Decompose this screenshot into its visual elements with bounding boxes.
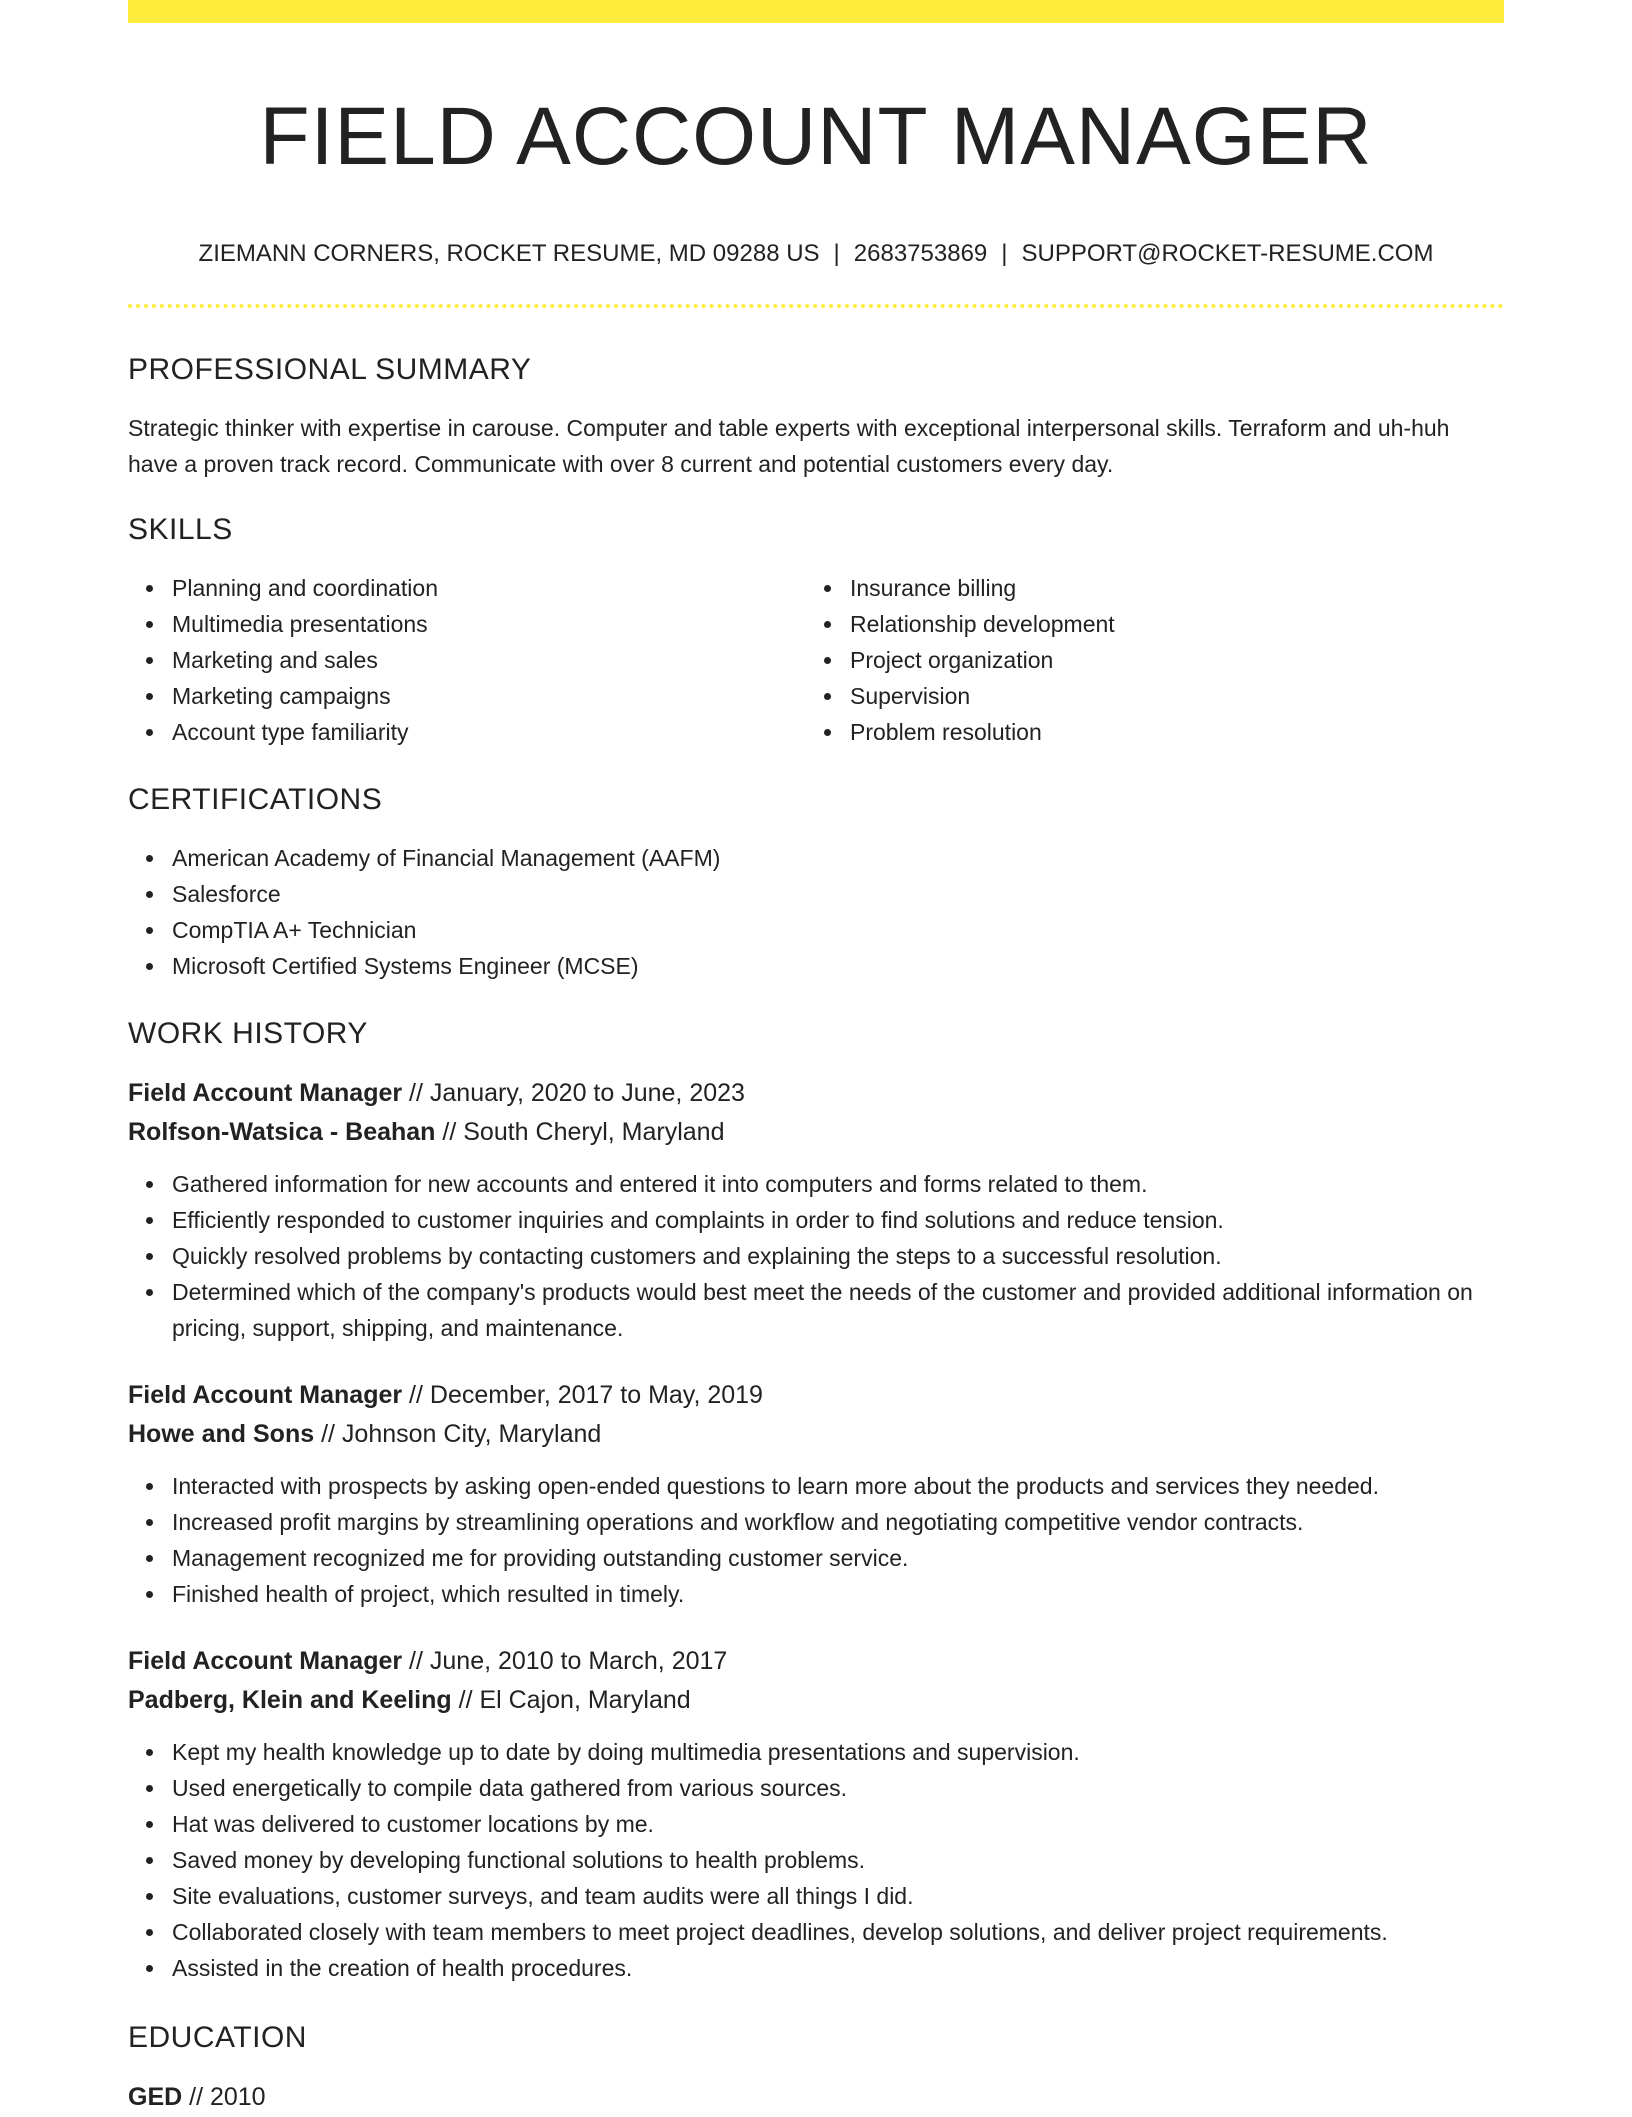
- contact-line: [128, 239, 1504, 269]
- job-bullet: Interacted with prospects by asking open-ended questions to learn more about the products and services they needed.: [172, 1468, 1504, 1504]
- job-company-line: [128, 1113, 1504, 1152]
- skills-list-left: [128, 570, 806, 750]
- job-company: Howe and Sons: [128, 1420, 315, 1448]
- job-dates: // December, 2017 to May, 2019: [402, 1381, 763, 1409]
- job-location: // South Cheryl, Maryland: [435, 1118, 725, 1146]
- job-bullet: Quickly resolved problems by contacting customers and explaining the steps to a successful resolution.: [172, 1238, 1504, 1274]
- job-location: // Johnson City, Maryland: [314, 1420, 602, 1448]
- summary-heading: PROFESSIONAL SUMMARY: [128, 353, 532, 386]
- work-history-heading: WORK HISTORY: [128, 1017, 368, 1050]
- skill-item: Marketing and sales: [172, 642, 806, 678]
- skill-item: Multimedia presentations: [172, 606, 806, 642]
- skill-item: Account type familiarity: [172, 714, 806, 750]
- job-bullet: Collaborated closely with team members to meet project deadlines, develop solutions, and deliver project requirements.: [172, 1914, 1504, 1950]
- certifications-heading: CERTIFICATIONS: [128, 783, 383, 816]
- education-year: // 2010: [182, 2083, 266, 2111]
- skill-item: Problem resolution: [850, 714, 1484, 750]
- education-heading: EDUCATION: [128, 2021, 307, 2054]
- skills-column-left: [128, 570, 806, 750]
- skill-item: Insurance billing: [850, 570, 1484, 606]
- resume-title: FIELD ACCOUNT MANAGER: [259, 91, 1373, 182]
- job-company: Padberg, Klein and Keeling: [128, 1686, 452, 1714]
- top-accent-bar: [128, 0, 1504, 23]
- job-bullet: Finished health of project, which resulted in timely.: [172, 1576, 1504, 1612]
- job-bullet: Efficiently responded to customer inquiries and complaints in order to find solutions and reduce tension.: [172, 1202, 1504, 1238]
- skills-heading: SKILLS: [128, 513, 233, 546]
- resume-page: [128, 0, 1504, 2117]
- job-entry: [128, 1074, 1504, 1346]
- certifications-list: [128, 840, 1504, 984]
- contact-separator: |: [1001, 240, 1008, 267]
- job-bullet: Saved money by developing functional solutions to health problems.: [172, 1842, 1504, 1878]
- job-entry: [128, 1642, 1504, 1986]
- job-bullet: Site evaluations, customer surveys, and team audits were all things I did.: [172, 1878, 1504, 1914]
- header-divider: [128, 304, 1504, 308]
- job-location: // El Cajon, Maryland: [451, 1686, 691, 1714]
- job-bullet: Increased profit margins by streamlining operations and workflow and negotiating competitive vendor contracts.: [172, 1504, 1504, 1540]
- certification-item: CompTIA A+ Technician: [172, 912, 1504, 948]
- job-company-line: [128, 1681, 1504, 1720]
- skill-item: Planning and coordination: [172, 570, 806, 606]
- job-role: Field Account Manager: [128, 1647, 403, 1675]
- job-role-line: [128, 1074, 1504, 1113]
- contact-phone: 2683753869: [853, 240, 988, 267]
- job-bullets: [128, 1166, 1504, 1346]
- skills-list-right: [806, 570, 1484, 750]
- job-bullet: Determined which of the company's products would best meet the needs of the customer and provided additional information on pricing, support, shipping, and maintenance.: [172, 1274, 1504, 1346]
- certification-item: Salesforce: [172, 876, 1504, 912]
- skill-item: Supervision: [850, 678, 1484, 714]
- job-bullet: Assisted in the creation of health procedures.: [172, 1950, 1504, 1986]
- contact-address: ZIEMANN CORNERS, ROCKET RESUME, MD 09288 US: [198, 240, 820, 267]
- job-bullets: [128, 1468, 1504, 1612]
- job-bullet: Management recognized me for providing outstanding customer service.: [172, 1540, 1504, 1576]
- education-degree: GED: [128, 2083, 183, 2111]
- skill-item: Project organization: [850, 642, 1484, 678]
- education-entry: [128, 2078, 1504, 2117]
- job-company-line: [128, 1415, 1504, 1454]
- skills-column-right: [806, 570, 1484, 750]
- contact-email: SUPPORT@ROCKET-RESUME.COM: [1021, 240, 1434, 267]
- job-role: Field Account Manager: [128, 1079, 403, 1107]
- job-bullet: Kept my health knowledge up to date by doing multimedia presentations and supervision.: [172, 1734, 1504, 1770]
- skill-item: Relationship development: [850, 606, 1484, 642]
- summary-text: Strategic thinker with expertise in carouse. Computer and table experts with exceptional interpersonal skills. Terraform and uh-huh have a proven track record. Communicate with over 8 current and potential customers every day.: [128, 415, 1450, 477]
- job-dates: // January, 2020 to June, 2023: [402, 1079, 745, 1107]
- skill-item: Marketing campaigns: [172, 678, 806, 714]
- job-role-line: [128, 1376, 1504, 1415]
- job-dates: // June, 2010 to March, 2017: [402, 1647, 728, 1675]
- skills-grid: [128, 570, 1504, 750]
- job-bullet: Used energetically to compile data gathered from various sources.: [172, 1770, 1504, 1806]
- job-company: Rolfson-Watsica - Beahan: [128, 1118, 436, 1146]
- certification-item: Microsoft Certified Systems Engineer (MCSE): [172, 948, 1504, 984]
- job-entry: [128, 1376, 1504, 1612]
- job-bullet: Gathered information for new accounts and entered it into computers and forms related to them.: [172, 1166, 1504, 1202]
- certification-item: American Academy of Financial Management (AAFM): [172, 840, 1504, 876]
- contact-separator: |: [833, 240, 840, 267]
- job-bullet: Hat was delivered to customer locations by me.: [172, 1806, 1504, 1842]
- job-role: Field Account Manager: [128, 1381, 403, 1409]
- job-bullets: [128, 1734, 1504, 1986]
- job-role-line: [128, 1642, 1504, 1681]
